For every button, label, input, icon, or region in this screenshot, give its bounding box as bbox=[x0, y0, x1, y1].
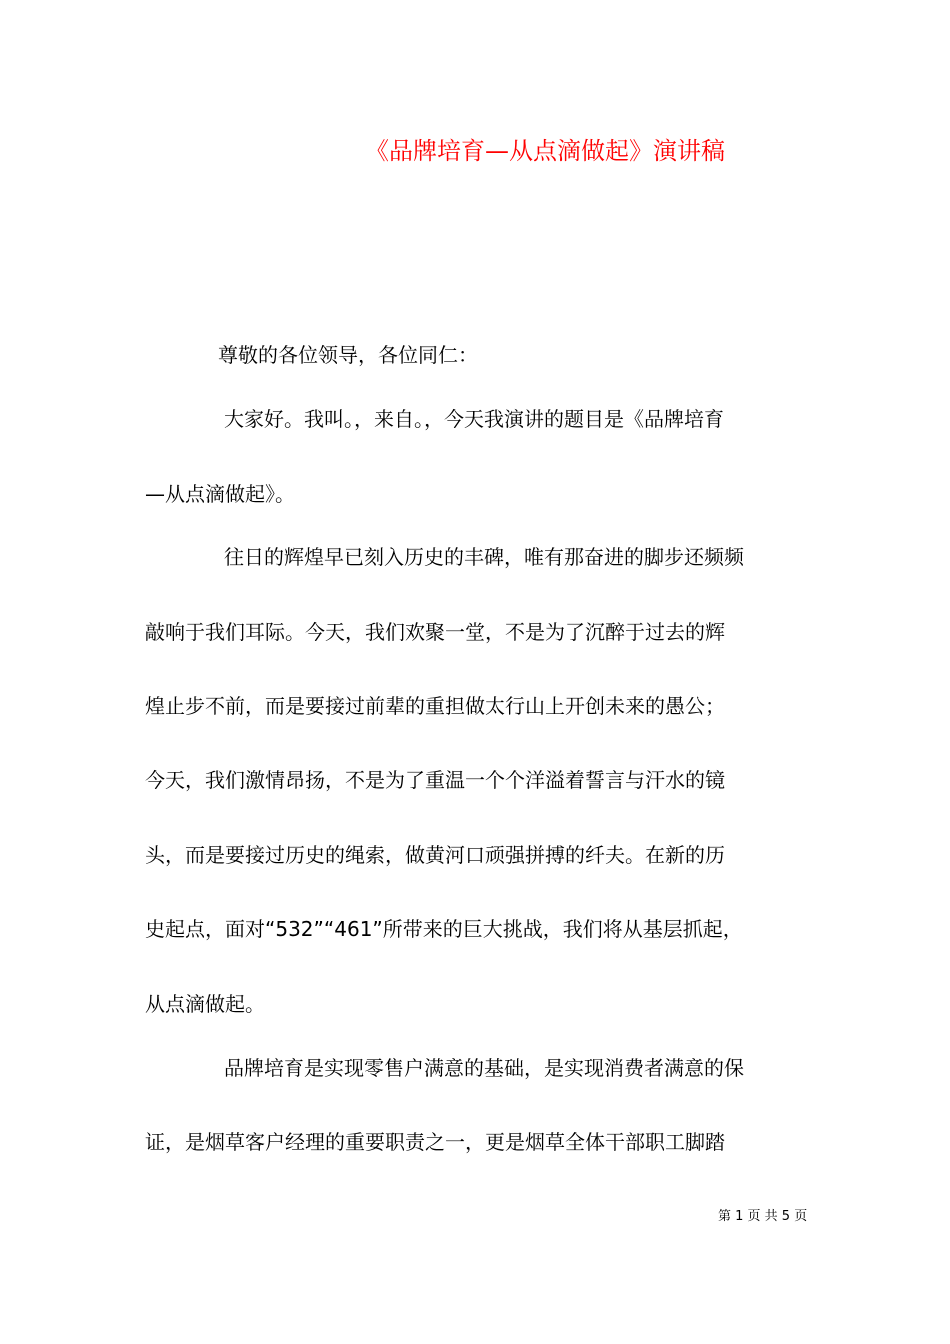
body-line: 往日的辉煌早已刻入历史的丰碑，唯有那奋进的脚步还频频 bbox=[224, 545, 744, 569]
body-line: 从点滴做起。 bbox=[145, 992, 265, 1016]
document-title: 《品牌培育—从点滴做起》演讲稿 bbox=[365, 137, 725, 165]
body-line: 敲响于我们耳际。今天，我们欢聚一堂，不是为了沉醉于过去的辉 bbox=[145, 620, 725, 644]
body-line: 今天，我们激情昂扬，不是为了重温一个个洋溢着誓言与汗水的镜 bbox=[145, 768, 725, 792]
body-line: 煌止步不前，而是要接过前辈的重担做太行山上开创未来的愚公； bbox=[145, 694, 725, 718]
body-line: 品牌培育是实现零售户满意的基础，是实现消费者满意的保 bbox=[224, 1056, 744, 1080]
body-line: —从点滴做起》。 bbox=[145, 482, 295, 506]
body-line: 证，是烟草客户经理的重要职责之一，更是烟草全体干部职工脚踏 bbox=[145, 1130, 725, 1154]
body-line: 大家好。我叫。，来自。，今天我演讲的题目是《品牌培育 bbox=[224, 407, 724, 431]
body-line: 头，而是要接过历史的绳索，做黄河口顽强拼搏的纤夫。在新的历 bbox=[145, 843, 725, 867]
body-line: 尊敬的各位领导，各位同仁： bbox=[218, 343, 478, 367]
page-indicator: 第 1 页 共 5 页 bbox=[718, 1209, 808, 1224]
body-line: 史起点，面对“532”“461”所带来的巨大挑战，我们将从基层抓起， bbox=[145, 917, 743, 941]
